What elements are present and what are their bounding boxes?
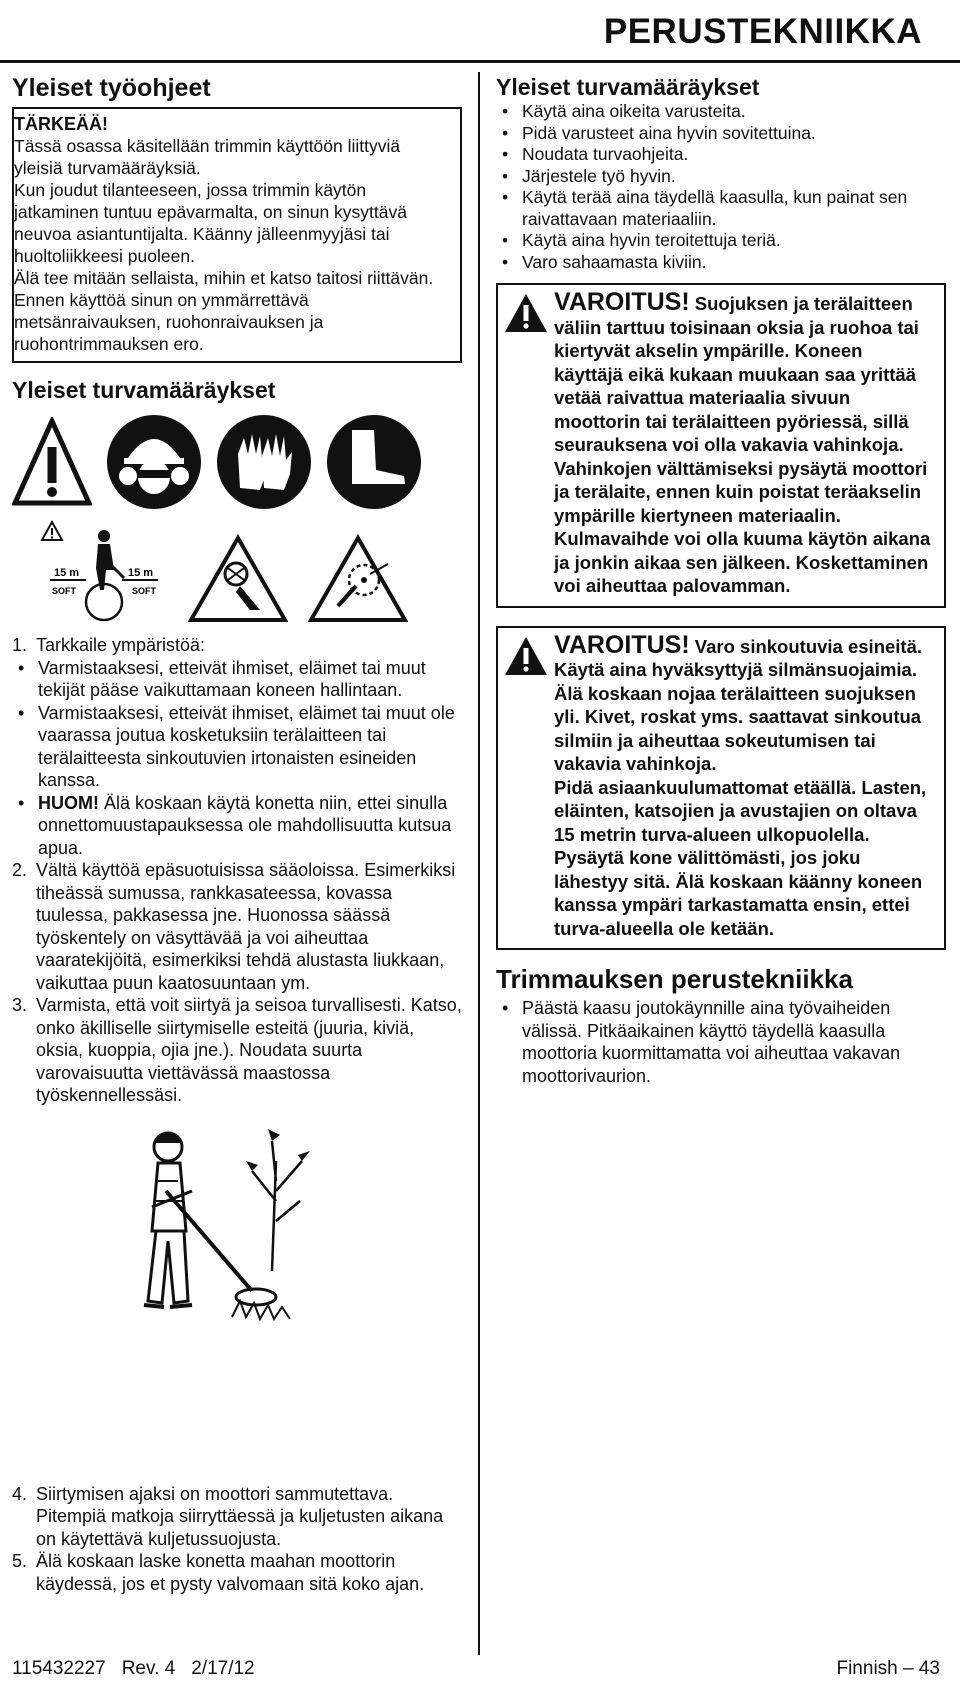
- numbered-list: [12, 634, 462, 1107]
- list-item: [12, 1550, 462, 1595]
- right-column: [496, 74, 946, 1087]
- helmet-ear-protection-icon: [106, 414, 202, 510]
- section-title-general-instructions: Yleiset työohjeet: [12, 74, 211, 102]
- warning-box-1: [496, 283, 946, 608]
- important-box: [12, 107, 462, 363]
- item-number: 5.: [12, 1551, 28, 1571]
- section-title-safety-right: Yleiset turvamääräykset: [496, 74, 760, 100]
- item-number: 3.: [12, 995, 28, 1015]
- bullet-item: • Järjestele työ hyvin.: [496, 166, 946, 188]
- warning-label: VAROITUS!: [554, 630, 690, 659]
- left-column: [12, 74, 462, 1595]
- important-p1: Tässä osassa käsitellään trimmin käyttöön liittyviä yleisiä turvamääräyksiä.: [14, 136, 401, 178]
- header-rule: [0, 60, 960, 63]
- warning-text: Suojuksen ja terälaitteen väliin tarttuu toisinaan oksia ja ruohoa tai kiertyvät akselin ympärille. Koneen käyttäjä eikä kukaan muukaan saa yrittää vetää raivattua materiaalia sivuun moottorin tai terälaitteen pyöriessä, sillä seurauksena voi olla vakavia vahinkoja. Vahinkojen välttämiseksi pysäytä moottori ja terälaite, ennen kuin poistat teräakselin ympärille kiertyneen materiaalin. Kulmavaihde voi olla kuuma käytön aikana ja jonkin aikaa sen jälkeen. Koskettaminen voi aiheuttaa palovamman.: [554, 293, 931, 596]
- warning-text: Varo sinkoutuvia esineitä. Käytä aina hyväksyttyjä silmänsuojaimia. Älä koskaan nojaa terälaitteen suojuksen yli. Kivet, roskat yms. saattavat sinkoutua silmiin ja aiheuttaa sokeutumisen tai vakavia vahinkoja.: [554, 635, 923, 774]
- blade-warning-icon: [188, 534, 288, 624]
- revision-date: 2/17/12: [191, 1658, 255, 1679]
- warning-label: VAROITUS!: [554, 288, 690, 316]
- distance-label-right: 15 m: [128, 567, 154, 579]
- important-p2: Kun joudut tilanteeseen, jossa trimmin käytön jatkaminen tuntuu epävarmalta, on sinun kysyttävä neuvoa asiantuntijalta. Käänny jälleenmyyjäsi tai huoltoliikkeesi puoleen.: [14, 180, 407, 266]
- safety-distance-icon: [40, 520, 168, 624]
- section-title-safety: Yleiset turvamääräykset: [12, 377, 276, 403]
- observe-bullets: [12, 657, 462, 860]
- document-code: 115432227: [12, 1658, 106, 1679]
- bullet-item: • Pidä varusteet aina hyvin sovitettuina.: [496, 123, 946, 145]
- bullet-item: • Käytä aina oikeita varusteita.: [496, 101, 946, 123]
- warning-box-2: [496, 626, 946, 951]
- blade-thrust-icon: [308, 534, 408, 624]
- warning-triangle-icon: [12, 417, 92, 507]
- bullet-item: • Varmistaaksesi, etteivät ihmiset, eläimet tai muut ole vaarassa joutua kosketuksiin terälaitteen tai terälaitteesta sinkoutuvien irtonaisten esineiden kanssa.: [12, 702, 462, 792]
- soft-label-left: SOFT: [52, 586, 76, 596]
- safety-icons-row-2: [40, 520, 462, 624]
- item-text: Siirtymisen ajaksi on moottori sammutettava. Pitempiä matkoja siirryttäessä ja kuljetusten aikana on käytettävä kuljetussuojusta.: [36, 1483, 444, 1549]
- item-text: Varmista, että voit siirtyä ja seisoa turvallisesti. Katso, onko äkilliselle siirtymiselle esteitä (juuria, kiviä, oksia, kuoppia, ojia jne.). Noudata suurta varovaisuutta viettävässä maastossa työskennellessäsi.: [36, 995, 462, 1105]
- bullet-item: • Käytä terää aina täydellä kaasulla, kun painat sen raivattavaan materiaaliin.: [496, 187, 946, 230]
- bullet-item: • Päästä kaasu joutokäynnille aina työvaiheiden välissä. Pitkäaikainen käyttö täydellä kaasulla moottoria kuormittamatta voi aiheuttaa vakavan moottorivaurion.: [496, 997, 946, 1087]
- gloves-icon: [216, 414, 312, 510]
- page-footer: [12, 1658, 940, 1680]
- list-item: [12, 1483, 462, 1551]
- warning-text-2: Pidä asiaankuulumattomat etäällä. Lasten, eläinten, katsojien ja avustajien on oltava 15 metrin turva-alueen ulkopuolella. Pysäytä kone välittömästi, jos joku lähestyy sitä. Älä koskaan käänny koneen kanssa ympäri tarkastamatta ensin, ettei turva-alueella ole ketään.: [554, 776, 927, 939]
- item-text: Älä koskaan laske konetta maahan moottorin käydessä, jos et pysty valvomaan sitä koko ajan.: [36, 1551, 425, 1594]
- bullet-item-note: [12, 792, 462, 860]
- page-number: Finnish – 43: [836, 1658, 940, 1679]
- warning-icon: [504, 636, 548, 676]
- warning-icon: [504, 293, 548, 333]
- bullet-item: • Varmistaaksesi, etteivät ihmiset, eläimet tai muut tekijät pääse vaikuttamaan koneen hallintaan.: [12, 657, 462, 702]
- distance-label-left: 15 m: [54, 567, 80, 579]
- bullet-item: • Noudata turvaohjeita.: [496, 144, 946, 166]
- boots-icon: [326, 414, 422, 510]
- general-safety-bullets: [496, 101, 946, 273]
- numbered-list-continued: [12, 1483, 462, 1596]
- column-divider: [478, 72, 480, 1655]
- item-text: Tarkkaile ympäristöä:: [36, 635, 206, 655]
- trimming-bullets: [496, 997, 946, 1087]
- item-number: 4.: [12, 1483, 28, 1504]
- note-text: Älä koskaan käytä konetta niin, ettei sinulla onnettomuustapauksessa ole mahdollisuutta kutsua apua.: [38, 792, 452, 858]
- list-item: [12, 634, 462, 657]
- soft-label-right: SOFT: [132, 586, 156, 596]
- important-heading: TÄRKEÄÄ!: [14, 114, 108, 134]
- item-text: Vältä käyttöä epäsuotuisissa sääoloissa. Esimerkiksi tiheässä sumussa, rankkasateessa, kovassa tuulessa, pakkasessa jne. Huonossa säässä työskentely on väsyttävää ja voi aiheuttaa vaaratekijöitä, esimerkiksi tehdä alustasta liukkaan, vaikuttaa puun kaatosuuntaan ym.: [36, 860, 456, 993]
- important-p3: Älä tee mitään sellaista, mihin et katso taitosi riittävän. Ennen käyttöä sinun on ymmärrettävä metsänraivauksen, ruohonraivauksen ja ruohontrimmauksen ero.: [14, 268, 434, 354]
- note-label: HUOM!: [38, 792, 99, 813]
- page-header-title: PERUSTEKNIIKKA: [603, 12, 922, 51]
- bullet-item: • Varo sahaamasta kiviin.: [496, 252, 946, 274]
- list-item: [12, 994, 462, 1107]
- safety-icons-row: [12, 414, 462, 510]
- section-title-trimming: Trimmauksen perustekniikka: [496, 964, 853, 994]
- bullet-item: • Käytä aina hyvin teroitettuja teriä.: [496, 230, 946, 252]
- revision: Rev. 4: [121, 1658, 176, 1679]
- item-number: 2.: [12, 860, 28, 880]
- trimmer-operator-illustration: [122, 1121, 322, 1331]
- list-item: [12, 859, 462, 994]
- item-number: 1.: [12, 635, 28, 655]
